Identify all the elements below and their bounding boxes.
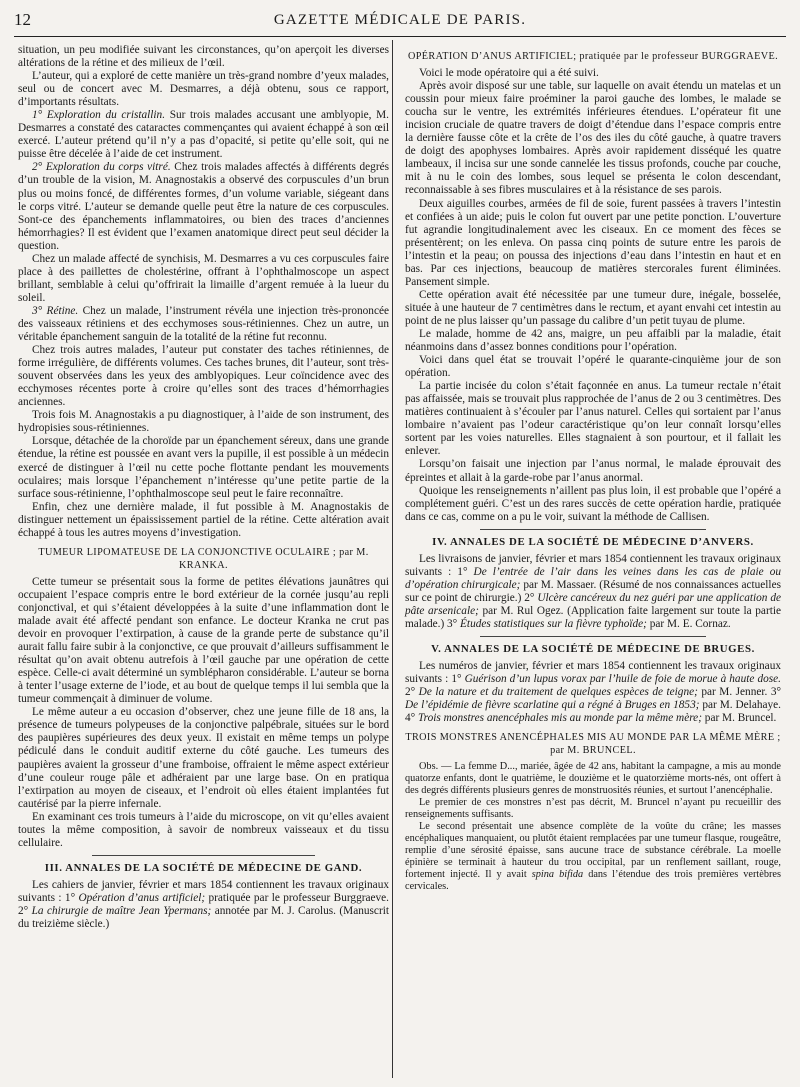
paragraph <box>18 879 389 931</box>
section-heading: TUMEUR LIPOMATEUSE DE LA CONJONCTIVE OCULAIRE ; par M. KRANKA. <box>38 546 369 571</box>
paragraph: Enfin, chez une dernière malade, il fut possible à M. Anagnostakis de distinguer nettement un épaississement partiel de la rétine. Cette altération avait échappé à tous les autres moyens d’investigation. <box>18 500 389 539</box>
paragraph <box>405 553 781 631</box>
paragraph-text: Les livraisons de janvier, février et mars 1854 contiennent les travaux originaux suivants : 1° <box>405 552 781 578</box>
paragraph <box>18 161 389 252</box>
paragraph: En examinant ces trois tumeurs à l’aide du microscope, on vit qu’elles avaient toutes la même composition, à savoir de nombreux vaisseaux et du tissu cellulaire. <box>18 810 389 849</box>
paragraph-text: Chez trois malades affectés à différents degrés d’un trouble de la vision, M. Anagnostakis a observé des corpuscules d’un brun plus ou moins foncé, de différentes formes, d’un volume variable, siégeant dans le corps vitré. L’auteur se demande quelle peut être la nature de ces corpuscules. Sont-ce des épanchements inflammatoires, ou bien des traces d’anciennes hémorrhagies? Il est évident que l’examen anatomique direct peut seul décider la question. <box>18 161 389 252</box>
work-title: Trois monstres anencéphales mis au monde par la même mère; <box>418 712 702 725</box>
paragraph-text: annotée par M. J. Carolus. (Manuscrit du treizième siècle.) <box>18 905 389 931</box>
section-heading: IV. ANNALES DE LA SOCIÉTÉ DE MÉDECINE D’ANVERS. <box>432 535 754 548</box>
paragraph-text: Chez un malade, l’instrument révéla une injection très-prononcée des vaisseaux rétiniens et des ecchymoses sous-rétiniennes. Chez un autre, un véritable épanchement sanguin de la totalité de la rétine fut reconnu. <box>18 304 389 344</box>
paragraph: Cette tumeur se présentait sous la forme de petites élévations jaunâtres qui occupaient l’espace compris entre le bord extérieur de la cornée jusqu’au repli conjonctival, et qui s’étaient développées à la suite d’une inflammation dont le malade avait été affecté pendant son enfance. Le docteur Kranka ne crut pas devoir en provoquer l’extirpation, à cause de la grande perte de substance qu’il aurait fallu faire subir à la conjonctive, ce que prouvait d’ailleurs suffisamment le résultat qu’on avait obtenu autrefois à l’œil gauche par une opération de cette espèce. Celle-ci avait déterminé un symblépharon considérable. L’auteur se borna à tenter l’usage externe de l’iode, et au bout de quelque temps il lui sembla que la tumeur commençait à diminuer de volume. <box>18 575 389 706</box>
paragraph: Le malade, homme de 42 ans, maigre, un peu affaibli par la maladie, était néanmoins dans d’assez bonnes conditions pour l’opération. <box>405 327 781 354</box>
paragraph-text: pratiquée par le professeur Burggraeve. 2° <box>18 891 389 917</box>
paragraph: situation, un peu modifiée suivant les circonstances, qu’on aperçoit les diverses altérations de la rétine et des milieux de l’œil. <box>18 44 389 70</box>
paragraph: Cette opération avait été nécessitée par une tumeur dure, inégale, bosselée, située à une hauteur de 7 centimètres dans le rectum, et ayant envahi cet intestin au point de ne plus laisser qu’un passage du calibre d’un petit tuyau de plume. <box>405 288 781 327</box>
left-column <box>18 44 389 931</box>
work-title: La chirurgie de maître Jean Ypermans; <box>31 905 212 917</box>
latin-term: spina bifida <box>531 869 584 881</box>
section-heading: III. ANNALES DE LA SOCIÉTÉ DE MÉDECINE DE GAND. <box>44 861 363 874</box>
paragraph: Voici dans quel état se trouvait l’opéré le quarante-cinquième jour de son opération. <box>405 354 781 380</box>
section-heading: TROIS MONSTRES ANENCÉPHALES MIS AU MONDE PAR LA MÊME MÈRE ; par M. BRUNCEL. <box>405 732 781 757</box>
column-divider <box>392 40 393 1078</box>
paragraph: L’auteur, qui a exploré de cette manière un très-grand nombre d’yeux malades, seul ou de concert avec M. Desmarres, a déjà obtenu, sous ce rapport, d’importants résultats. <box>18 70 389 109</box>
paragraph-text: Sur trois malades accusant une amblyopie, M. Desmarres a constaté des cataractes commençantes qui avaient échappé à son œil exercé. L’auteur prétend qu’il n’y a pas d’opacité, si petite qu’elle soit, qui ne puisse être décelée à l’aide de cet instrument. <box>18 109 389 161</box>
work-title: De l’épidémie de fièvre scarlatine qui a régné à Bruges en 1853; <box>405 699 700 712</box>
paragraph: Chez un malade affecté de synchisis, M. Desmarres a vu ces corpuscules faire place à des paillettes de cholestérine, offrant à l’ophthalmoscope un aspect brillant, semblable à celui qu’offrirait la limaille d’argent remuée à la lueur du soleil. <box>18 252 389 304</box>
paragraph: Chez trois autres malades, l’auteur put constater des taches rétiniennes, de forme irrégulière, de différents volumes. Ces taches brunes, dit l’auteur, sont très-souvent observées dans les yeux des amblyopiques. Leur coïncidence avec des ecchymoses récentes porte à croire qu’elles sont des traces d’hémorrhagies anciennes. <box>18 344 389 409</box>
paragraph-text: Les numéros de janvier, février et mars 1854 contiennent les travaux originaux suivants : 1° <box>405 660 781 686</box>
paragraph-text: dans l’étendue des trois premières vertèbres cervicales. <box>405 869 781 893</box>
paragraph <box>405 821 781 893</box>
paragraph: Deux aiguilles courbes, armées de fil de soie, furent passées à travers l’intestin et confiées à un aide; puis le colon fut ouvert par une petite ponction. L’ouverture fut agrandie longitudinalement avec les ciseaux. En ce moment des fèces se présentèrent; on les enleva. On passa cinq points de suture entre les parois de l’intestin et la peau; on poussa des injections d’eau dans l’intestin en haut et en bas. Par ces injections, beaucoup de matières stercorales furent éliminées. Pansement simple. <box>405 197 781 288</box>
paragraph: Voici le mode opératoire qui a été suivi. <box>419 67 599 80</box>
page-header <box>14 6 786 37</box>
subheading: 1° Exploration du cristallin. <box>32 109 166 122</box>
paragraph <box>18 305 389 344</box>
section-heading: V. ANNALES DE LA SOCIÉTÉ DE MÉDECINE DE BRUGES. <box>431 643 755 656</box>
paragraph: Lorsqu’on faisait une injection par l’anus normal, le malade éprouvait des épreintes et allait à la garde-robe par l’anus anormal. <box>405 458 781 484</box>
work-title: Ulcère cancéreux du nez guéri par une application de pâte arsenicale; <box>405 591 781 617</box>
running-title: GAZETTE MÉDICALE DE PARIS. <box>273 12 527 28</box>
paragraph: Obs. — La femme D..., mariée, âgée de 42 ans, habitant la campagne, a mis au monde quatorze enfants, dont le quatrième, le douzième et le quatorzième morts-nés, ont offert à des degrés différents plusieurs genres de monstruosités réunies, et surtout l’anencéphalie. <box>405 761 781 797</box>
work-title: De la nature et du traitement de quelques espèces de teigne; <box>418 686 698 699</box>
section-rule <box>480 529 706 530</box>
paragraph-text: 2° <box>405 686 419 699</box>
paragraph-text: par M. E. Cornaz. <box>646 617 731 630</box>
paragraph-text: Le second présentait une absence complète de la voûte du crâne; les masses encéphaliques manquaient, ou plutôt étaient remplacées par une tumeur flasque, rougeâtre, remplie d’une sérosité épaisse, sans aucune trace de substance cérébrale. La moelle épinière se terminait à hauteur du trou occipital, par un renflement saillant, rouge, fortement injecté. Il y avait <box>405 821 781 881</box>
paragraph: Après avoir disposé sur une table, sur laquelle on avait étendu un matelas et un coussin pour mieux faire proéminer la paroi gauche des lombes, le malade se coucha sur le ventre, les extrémités inférieures étendues. L’opérateur fit une incision cruciale de quatre travers de doigt d’étendue dans l’espace compris entre la dernière fausse côte et la crête de l’os des iles du côté gauche, à quatre travers de doigt des apophyses lombaires. Après avoir rapidement disséqué les quatre lambeaux, il incisa sur une sonde cannelée les tissus profonds, couche par couche, mit à nu le coin des lombes, sous lequel se présenta le colon descendant, reconnaissable à ses fibres musculaires et à la résistance de ses parois. <box>405 80 781 197</box>
paragraph-text: Les cahiers de janvier, février et mars 1854 contiennent les travaux originaux suivants : 1° <box>18 878 389 904</box>
paragraph-text: par M. Rul Ogez. (Application faite largement sur toute la partie malade.) 3° <box>405 604 781 630</box>
subheading: 3° Rétine. <box>32 304 79 317</box>
paragraph <box>18 109 389 161</box>
paragraph-text: par M. Jenner. 3° <box>697 686 781 699</box>
section-heading: OPÉRATION D’ANUS ARTIFICIEL; pratiquée par le professeur BURGGRAEVE. <box>407 51 779 62</box>
paragraph: La partie incisée du colon s’était façonnée en anus. La tumeur rectale n’était pas affaissée, mais se trouvait plus rapprochée de l’anus de 2 ou 3 centimètres. Des matières continuaient à s’écouler par l’anus naturel. Celles qui sortaient par l’anus lombaire n’avaient pas l’odeur caractéristique qu’on leur connaît lorsqu’elles sortent par les voies naturelles. Elles stagnaient à son pourtour, et il fallait les enlever. <box>405 380 781 458</box>
work-title: Études statistiques sur la fièvre typhoïde; <box>460 617 647 630</box>
right-column <box>405 44 781 893</box>
work-title: Opération d’anus artificiel; <box>78 891 206 904</box>
section-rule <box>92 855 315 856</box>
work-title: De l’entrée de l’air dans les veines dans les cas de plaie ou d’opération chirurgicale; <box>405 565 781 591</box>
paragraph <box>405 660 781 725</box>
paragraph-text: par M. Massaer. (Résumé de nos connaissances actuelles sur ce point de chirurgie.) 2° <box>405 578 781 604</box>
paragraph: Le même auteur a eu occasion d’observer, chez une jeune fille de 18 ans, la présence de tumeurs polypeuses de la conjonctive palpébrale, situées sur le bord des paupières supérieures des deux yeux. Il existait en même temps un polype pédiculé dans le conduit auditif externe du côté gauche. Les tumeurs des paupières avaient la grosseur d’une framboise, offraient le même aspect extérieur d’une couleur rouge pâle et adhéraient par une large base. On en pratiqua l’extirpation au moyen de ciseaux, et l’endroit où elles étaient implantées fut cautérisé par la pierre infernale. <box>18 706 389 810</box>
subheading: 2° Exploration du corps vitré. <box>32 161 171 174</box>
paragraph: Quoique les renseignements n’aillent pas plus loin, il est probable que l’opéré a complétement guéri. C’est un des rares succès de cette opération hardie, pratiquée dans ce cas, comme on a pu le voir, suivant la méthode de Callisen. <box>405 484 781 523</box>
work-title: Guérison d’un lupus vorax par l’huile de foie de morue à haute dose. <box>464 673 781 686</box>
paragraph: Trois fois M. Anagnostakis a pu diagnostiquer, à l’aide de son instrument, des hydropisies sous-rétiniennes. <box>18 409 389 435</box>
page-number: 12 <box>14 10 31 29</box>
paragraph-text: par M. Bruncel. <box>701 712 777 725</box>
section-rule <box>480 636 706 637</box>
paragraph: Le premier de ces monstres n’est pas décrit, M. Bruncel n’ayant pu recueillir des renseignements suffisants. <box>405 797 781 821</box>
paragraph-text: par M. Delahaye. 4° <box>405 699 781 725</box>
paragraph: Lorsque, détachée de la choroïde par un épanchement séreux, dans une grande étendue, la rétine est poussée en avant vers la pupille, il est possible à un médecin exercé de distinguer à l’œil nu cette poche flottante pendant les mouvements oculaires; mais lorsque l’épanchement n’intéresse qu’une petite partie de la surface sous-rétinienne, l’ophthalmoscope seul peut le faire reconnaître. <box>18 435 389 500</box>
